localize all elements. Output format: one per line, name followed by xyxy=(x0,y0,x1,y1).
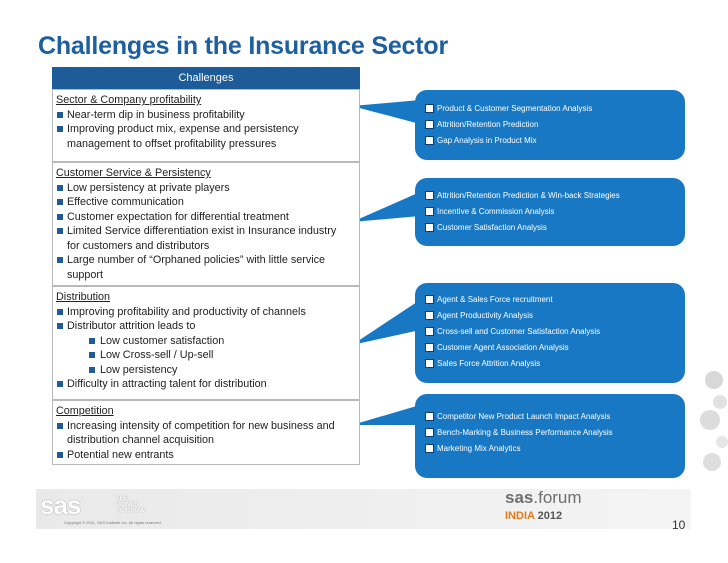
challenges-table xyxy=(52,67,360,465)
analysis-item xyxy=(425,426,675,442)
analysis-label: Agent & Sales Force recruitment xyxy=(437,295,553,304)
checkbox-bullet-icon xyxy=(425,412,434,421)
power-to-know-logo xyxy=(116,496,146,514)
table-header: Challenges xyxy=(52,67,360,89)
analysis-item xyxy=(425,357,675,373)
bullet-item: Improving profitability and productivity of channels xyxy=(56,305,359,320)
analysis-item xyxy=(425,134,675,150)
copyright-text: Copyright © 2011, SAS Institute Inc. All rights reserved. xyxy=(64,520,162,525)
analysis-label: Attrition/Retention Prediction xyxy=(437,120,539,129)
callout-pointer-1 xyxy=(352,100,420,124)
power-line: TO KNOW. xyxy=(116,508,147,514)
checkbox-bullet-icon xyxy=(425,428,434,437)
bullet-continuation: support xyxy=(67,268,104,281)
checkbox-bullet-icon xyxy=(425,136,434,145)
checkbox-bullet-icon xyxy=(425,223,434,232)
bullet-item: Near-term dip in business profitability xyxy=(56,108,359,123)
power-line: POWER xyxy=(116,502,139,508)
checkbox-bullet-icon xyxy=(425,104,434,113)
bullet-continuation: management to offset profitability pressures xyxy=(67,137,277,150)
bullet-item: Distributor attrition leads to xyxy=(56,319,359,334)
bullet-item: Customer expectation for differential treatment xyxy=(56,210,359,225)
forum-sas: sas xyxy=(505,488,534,507)
analysis-label: Bench-Marking & Business Performance Analysis xyxy=(437,428,613,437)
bullet-item: Large number of “Orphaned policies” with little service xyxy=(56,253,359,268)
page-number: 10 xyxy=(672,518,686,532)
bullet-item: Effective communication xyxy=(56,195,359,210)
analysis-label: Customer Agent Association Analysis xyxy=(437,343,569,352)
checkbox-bullet-icon xyxy=(425,295,434,304)
callout-profitability xyxy=(415,90,685,160)
analysis-item xyxy=(425,293,675,309)
analysis-item xyxy=(425,102,675,118)
analysis-label: Product & Customer Segmentation Analysis xyxy=(437,104,593,113)
section-competition xyxy=(52,400,360,465)
slide-title: Challenges in the Insurance Sector xyxy=(38,32,448,60)
sas-logo: sas xyxy=(40,490,81,520)
analysis-item xyxy=(425,325,675,341)
decorative-circles xyxy=(684,370,728,480)
checkbox-bullet-icon xyxy=(425,359,434,368)
callout-distribution xyxy=(415,283,685,383)
analysis-item xyxy=(425,221,675,237)
analysis-label: Incentive & Commission Analysis xyxy=(437,207,555,216)
power-line: THE xyxy=(116,496,128,502)
analysis-item xyxy=(425,118,675,134)
bullet-continuation: for customers and distributors xyxy=(67,239,210,252)
analysis-item xyxy=(425,189,675,205)
bullet-item: Increasing intensity of competition for new business and xyxy=(56,419,359,434)
analysis-label: Agent Productivity Analysis xyxy=(437,311,534,320)
forum-india-label xyxy=(505,510,562,522)
checkbox-bullet-icon xyxy=(425,120,434,129)
section-title: Customer Service & Persistency xyxy=(56,167,211,179)
bullet-continuation: distribution channel acquisition xyxy=(67,434,215,446)
analysis-label: Sales Force Attrition Analysis xyxy=(437,359,541,368)
analysis-item xyxy=(425,410,675,426)
section-title: Sector & Company profitability xyxy=(56,94,202,106)
callout-competition xyxy=(415,394,685,478)
analysis-item xyxy=(425,442,675,458)
checkbox-bullet-icon xyxy=(425,207,434,216)
bullet-item: Low persistency at private players xyxy=(56,181,359,196)
analysis-label: Cross-sell and Customer Satisfaction Analysis xyxy=(437,327,601,336)
checkbox-bullet-icon xyxy=(425,327,434,336)
bullet-item: Potential new entrants xyxy=(56,448,359,463)
forum-word: .forum xyxy=(533,488,582,507)
analysis-label: Marketing Mix Analytics xyxy=(437,444,521,453)
bullet-item: Improving product mix, expense and persistency xyxy=(56,122,359,137)
bullet-item: Limited Service differentiation exist in Insurance industry xyxy=(56,224,359,239)
analysis-label: Competitor New Product Launch Impact Analysis xyxy=(437,412,611,421)
section-title: Distribution xyxy=(56,291,111,303)
section-customer-service xyxy=(52,162,360,286)
analysis-item xyxy=(425,309,675,325)
sub-bullet-item: Low persistency xyxy=(56,363,359,378)
sub-bullet-item: Low customer satisfaction xyxy=(56,334,359,349)
checkbox-bullet-icon xyxy=(425,444,434,453)
section-profitability xyxy=(52,89,360,162)
sub-bullet-item: Low Cross-sell / Up-sell xyxy=(56,348,359,363)
analysis-item xyxy=(425,341,675,357)
sas-forum-logo xyxy=(505,488,582,508)
analysis-label: Gap Analysis in Product Mix xyxy=(437,136,537,145)
checkbox-bullet-icon xyxy=(425,343,434,352)
checkbox-bullet-icon xyxy=(425,311,434,320)
checkbox-bullet-icon xyxy=(425,191,434,200)
analysis-label: Attrition/Retention Prediction & Win-back Strategies xyxy=(437,191,620,200)
analysis-label: Customer Satisfaction Analysis xyxy=(437,223,547,232)
forum-india: INDIA xyxy=(505,510,535,522)
section-title: Competition xyxy=(56,405,114,417)
callout-customer-service xyxy=(415,178,685,246)
analysis-item xyxy=(425,205,675,221)
callout-pointer-3 xyxy=(352,300,420,345)
callout-pointer-4 xyxy=(352,405,420,425)
bullet-item: Difficulty in attracting talent for distribution xyxy=(56,377,359,392)
section-distribution xyxy=(52,286,360,400)
callout-pointer-2 xyxy=(352,192,420,222)
forum-year: 2012 xyxy=(537,510,563,522)
